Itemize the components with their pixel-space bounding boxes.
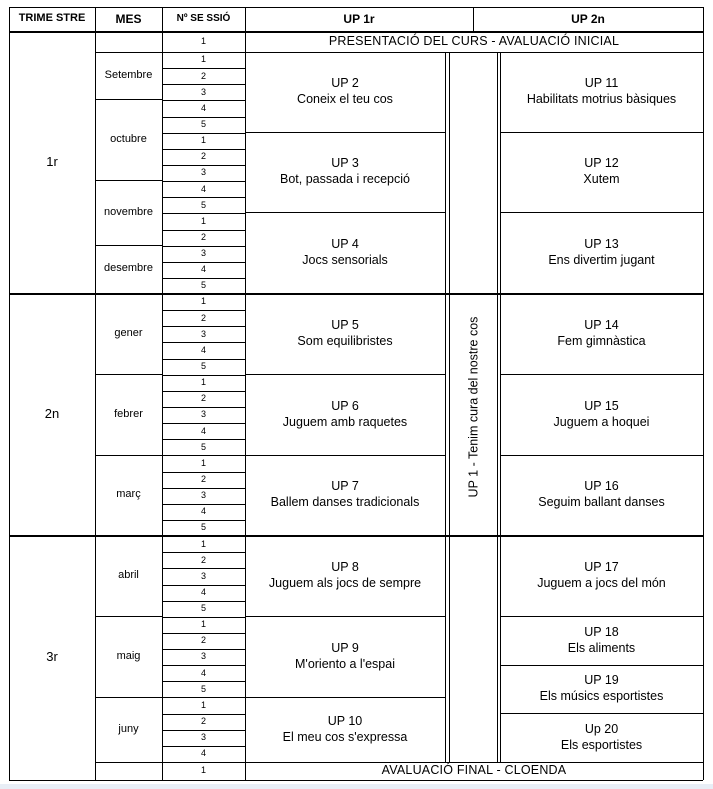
grid-line — [95, 293, 162, 294]
grid-line — [162, 359, 245, 360]
grid-line — [162, 536, 245, 537]
grid-line — [95, 455, 162, 456]
session-cell: 3 — [200, 328, 206, 339]
unit-title: El meu cos s'expressa — [282, 729, 408, 744]
session-cell: 3 — [200, 490, 206, 501]
grid-line — [9, 7, 703, 8]
grid-line — [162, 133, 245, 134]
grid-line — [162, 552, 245, 553]
grid-line — [162, 568, 245, 569]
session-cell: 2 — [200, 312, 206, 323]
grid-line — [245, 7, 246, 780]
session-cell: 4 — [200, 748, 206, 759]
grid-line — [162, 585, 245, 586]
grid-line — [245, 455, 445, 456]
unit-cell — [500, 713, 703, 762]
presentacio-row: PRESENTACIÓ DEL CURS - AVALUACIÓ INICIAL — [328, 34, 620, 49]
unit-cell — [500, 616, 703, 665]
unit-code: UP 15 — [584, 398, 619, 413]
grid-line — [245, 535, 445, 536]
unit-cell — [245, 697, 445, 762]
grid-line — [162, 601, 245, 602]
grid-line — [95, 245, 162, 246]
grid-line — [162, 213, 245, 214]
grid-line — [245, 293, 445, 294]
unit-cell — [245, 293, 445, 374]
grid-line — [162, 100, 245, 101]
session-cell: 1 — [200, 135, 206, 146]
grid-line — [9, 31, 703, 33]
header-up2n: UP 2n — [571, 11, 605, 26]
grid-line — [245, 212, 445, 213]
unit-code: UP 13 — [584, 236, 619, 251]
unit-cell — [500, 52, 703, 132]
unit-code: UP 4 — [331, 236, 359, 251]
month-cell: desembre — [104, 262, 153, 275]
grid-line — [162, 746, 245, 747]
unit-code: UP 8 — [331, 559, 359, 574]
unit-title: Els aliments — [567, 640, 636, 655]
unit-title: Som equilibristes — [297, 333, 393, 348]
grid-line — [500, 713, 703, 714]
unit-cell — [500, 535, 703, 616]
session-cell: 2 — [200, 635, 206, 646]
unit-code: UP 18 — [584, 624, 619, 639]
unit-title: Juguem als jocs de sempre — [268, 575, 422, 590]
grid-line — [162, 68, 245, 69]
unit-cell — [500, 212, 703, 293]
unit-title: Bot, passada i recepció — [280, 172, 410, 186]
session-cell: 2 — [200, 716, 206, 727]
unit-title: Xutem — [583, 172, 620, 186]
up1-vertical-text: UP 1 - Tenim cura del nostre cos — [466, 316, 480, 498]
grid-line — [497, 52, 498, 762]
grid-line — [162, 665, 245, 666]
grid-line — [95, 7, 96, 780]
header-mes: MES — [115, 11, 142, 26]
unit-title: Fem gimnàstica — [557, 333, 646, 348]
month-cell: novembre — [104, 205, 153, 218]
session-cell: 3 — [200, 732, 206, 743]
session-cell: 2 — [200, 393, 206, 404]
trimestre-cell: 3r — [46, 649, 58, 665]
session-cell: 4 — [200, 425, 206, 436]
grid-line — [162, 617, 245, 618]
header-up1r: UP 1r — [343, 11, 375, 26]
grid-line — [95, 99, 162, 100]
session-cell: 5 — [200, 361, 206, 372]
month-cell: març — [116, 488, 141, 501]
up1-vertical-label — [449, 52, 497, 762]
session-cell: 3 — [200, 167, 206, 178]
grid-line — [162, 407, 245, 408]
session-cell: 4 — [200, 506, 206, 517]
unit-code: UP 16 — [584, 479, 619, 494]
session-cell: 1 — [200, 765, 206, 776]
grid-line — [162, 439, 245, 440]
unit-cell — [245, 455, 445, 535]
month-cell: maig — [116, 649, 141, 662]
unit-code: UP 5 — [331, 317, 359, 332]
grid-line — [162, 246, 245, 247]
unit-code: UP 6 — [331, 398, 359, 413]
grid-line — [162, 7, 163, 780]
grid-line — [500, 374, 703, 375]
session-cell: 2 — [200, 554, 206, 565]
unit-cell — [500, 132, 703, 212]
session-cell: 5 — [200, 199, 206, 210]
unit-title: Els músics esportistes — [539, 689, 664, 703]
unit-title: Coneix el teu cos — [297, 92, 393, 106]
unit-code: UP 10 — [327, 713, 363, 728]
grid-line — [162, 649, 245, 650]
grid-line — [162, 391, 245, 392]
grid-line — [95, 697, 162, 698]
session-cell: 1 — [200, 296, 206, 307]
avaluacio-final-row: AVALUACIÓ FINAL - CLOENDA — [381, 763, 567, 778]
unit-title: Ens divertim jugant — [548, 252, 655, 267]
grid-line — [95, 616, 162, 617]
unit-title: Jocs sensorials — [302, 252, 388, 267]
session-cell: 1 — [200, 538, 206, 549]
grid-line — [162, 278, 245, 279]
session-cell: 3 — [200, 651, 206, 662]
unit-cell — [245, 374, 445, 455]
grid-line — [245, 697, 445, 698]
grid-line — [162, 294, 245, 295]
grid-line — [162, 262, 245, 263]
session-cell: 5 — [200, 522, 206, 533]
grid-line — [95, 374, 162, 375]
session-cell: 2 — [200, 151, 206, 162]
grid-line — [162, 375, 245, 376]
grid-line — [162, 504, 245, 505]
unit-title: Seguim ballant danses — [538, 495, 665, 509]
unit-cell — [500, 455, 703, 535]
grid-line — [162, 423, 245, 424]
session-cell: 4 — [200, 102, 206, 113]
unit-cell — [245, 52, 445, 132]
unit-code: UP 17 — [584, 559, 619, 574]
grid-line — [9, 7, 10, 780]
grid-line — [500, 52, 501, 762]
grid-line — [445, 52, 446, 762]
grid-line — [500, 293, 703, 294]
unit-title: Els esportistes — [560, 737, 643, 752]
grid-line — [449, 52, 450, 762]
unit-code: UP 12 — [584, 156, 619, 171]
session-cell: 5 — [200, 118, 206, 129]
session-cell: 2 — [200, 473, 206, 484]
session-cell: 1 — [200, 377, 206, 388]
session-cell: 5 — [200, 280, 206, 291]
grid-line — [162, 455, 245, 456]
grid-line — [500, 616, 703, 617]
unit-title: Juguem a hoquei — [553, 414, 650, 429]
grid-line — [162, 326, 245, 327]
grid-line — [162, 714, 245, 715]
grid-line — [500, 535, 703, 536]
grid-line — [162, 310, 245, 311]
session-cell: 3 — [200, 409, 206, 420]
grid-line — [162, 342, 245, 343]
month-cell: abril — [118, 568, 139, 581]
session-cell: 1 — [200, 54, 206, 65]
session-cell: 5 — [200, 683, 206, 694]
unit-code: UP 19 — [584, 673, 619, 688]
grid-line — [245, 616, 445, 617]
grid-line — [162, 117, 245, 118]
session-cell: 2 — [200, 231, 206, 242]
grid-line — [95, 180, 162, 181]
grid-line — [500, 132, 703, 133]
grid-line — [245, 762, 445, 763]
unit-cell — [245, 535, 445, 616]
session-cell: 4 — [200, 264, 206, 275]
month-cell: febrer — [114, 407, 143, 420]
unit-cell — [500, 293, 703, 374]
grid-line — [703, 7, 704, 780]
grid-line — [162, 697, 245, 698]
unit-title: Ballem danses tradicionals — [270, 495, 420, 509]
unit-title: Juguem a jocs del món — [537, 575, 666, 590]
session-cell: 3 — [200, 86, 206, 97]
grid-line — [95, 535, 162, 536]
grid-line — [500, 455, 703, 456]
unit-title: Habilitats motrius bàsiques — [526, 92, 677, 106]
grid-line — [162, 472, 245, 473]
header-trimestre: TRIME STRE — [18, 12, 86, 25]
bottom-band — [0, 784, 713, 789]
grid-line — [95, 52, 162, 53]
session-cell: 5 — [200, 603, 206, 614]
unit-code: UP 14 — [584, 317, 619, 332]
session-cell: 1 — [200, 36, 206, 47]
grid-line — [500, 665, 703, 666]
unit-title: Juguem amb raquetes — [282, 414, 408, 429]
session-cell: 1 — [200, 619, 206, 630]
trimestre-cell: 2n — [44, 405, 60, 421]
session-cell: 1 — [200, 215, 206, 226]
session-cell: 3 — [200, 248, 206, 259]
session-cell: 4 — [200, 586, 206, 597]
session-cell: 4 — [200, 667, 206, 678]
grid-line — [162, 230, 245, 231]
grid-line — [162, 762, 245, 763]
grid-line — [162, 84, 245, 85]
grid-line — [500, 212, 703, 213]
header-sessio: Nº SE SSIÓ — [176, 12, 231, 24]
trimestre-cell: 1r — [46, 154, 58, 170]
unit-code: UP 3 — [331, 156, 359, 171]
unit-cell — [245, 132, 445, 212]
month-cell: gener — [114, 326, 143, 339]
grid-line — [162, 149, 245, 150]
month-cell: juny — [118, 722, 139, 735]
session-cell: 1 — [200, 699, 206, 710]
unit-code: UP 9 — [331, 640, 359, 655]
grid-line — [95, 762, 162, 763]
unit-code: UP 11 — [584, 76, 619, 91]
session-cell: 4 — [200, 183, 206, 194]
grid-line — [162, 52, 245, 53]
grid-line — [245, 52, 703, 53]
unit-cell — [500, 665, 703, 713]
grid-line — [9, 780, 703, 781]
unit-code: UP 7 — [331, 479, 359, 494]
grid-line — [245, 132, 445, 133]
grid-line — [473, 7, 474, 31]
session-cell: 4 — [200, 344, 206, 355]
grid-line — [162, 681, 245, 682]
session-cell: 3 — [200, 570, 206, 581]
grid-line — [162, 181, 245, 182]
session-cell: 5 — [200, 441, 206, 452]
grid-line — [162, 488, 245, 489]
month-cell: Setembre — [104, 68, 153, 81]
grid-line — [162, 197, 245, 198]
grid-line — [162, 165, 245, 166]
month-cell: octubre — [110, 132, 147, 145]
grid-line — [245, 374, 445, 375]
grid-line — [162, 520, 245, 521]
unit-cell — [245, 212, 445, 293]
unit-code: Up 20 — [584, 721, 619, 736]
unit-cell — [245, 616, 445, 697]
grid-line — [500, 762, 703, 763]
grid-line — [162, 730, 245, 731]
unit-cell — [500, 374, 703, 455]
grid-line — [162, 633, 245, 634]
unit-code: UP 2 — [331, 76, 359, 91]
session-cell: 2 — [200, 70, 206, 81]
unit-title: M'oriento a l'espai — [295, 656, 395, 671]
grid-line — [162, 780, 245, 781]
session-cell: 1 — [200, 457, 206, 468]
